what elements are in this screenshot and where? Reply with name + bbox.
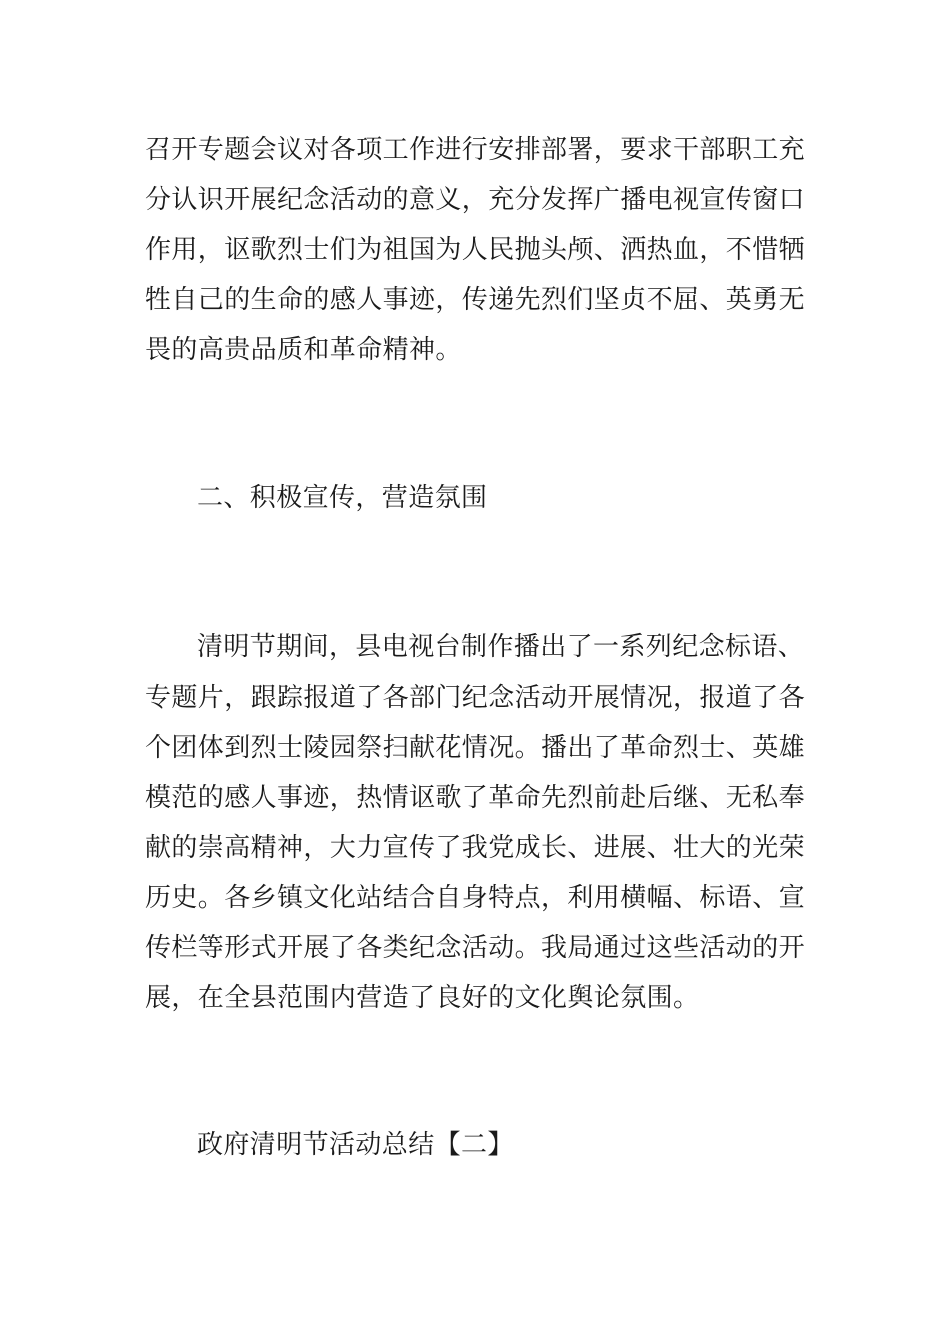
paragraph-2-line-3: 个团体到烈士陵园祭扫献花情况。播出了革命烈士、英雄: [145, 733, 806, 763]
paragraph-1-line-2: 分认识开展纪念活动的意义，充分发挥广播电视宣传窗口: [145, 185, 806, 215]
paragraph-2-line-1: 清明节期间，县电视台制作播出了一系列纪念标语、: [197, 632, 805, 662]
paragraph-2-line-6: 历史。各乡镇文化站结合自身特点，利用横幅、标语、宣: [145, 883, 806, 913]
paragraph-2-line-5: 献的崇高精神，大力宣传了我党成长、进展、壮大的光荣: [145, 833, 806, 863]
section-heading: 二、积极宣传，营造氛围: [197, 483, 488, 513]
paragraph-1-line-3: 作用，讴歌烈士们为祖国为人民抛头颅、洒热血，不惜牺: [145, 235, 806, 265]
paragraph-2-line-4: 模范的感人事迹，热情讴歌了革命先烈前赴后继、无私奉: [145, 783, 806, 813]
paragraph-1-line-4: 牲自己的生命的感人事迹，传递先烈们坚贞不屈、英勇无: [145, 285, 806, 315]
paragraph-1-line-1: 召开专题会议对各项工作进行安排部署，要求干部职工充: [145, 135, 806, 165]
paragraph-2-line-2: 专题片，跟踪报道了各部门纪念活动开展情况，报道了各: [145, 683, 806, 713]
paragraph-2-line-8: 展，在全县范围内营造了良好的文化舆论氛围。: [145, 983, 700, 1013]
paragraph-2-line-7: 传栏等形式开展了各类纪念活动。我局通过这些活动的开: [145, 933, 806, 963]
paragraph-1-line-5: 畏的高贵品质和革命精神。: [145, 335, 462, 365]
document-title-2: 政府清明节活动总结【二】: [197, 1130, 514, 1160]
